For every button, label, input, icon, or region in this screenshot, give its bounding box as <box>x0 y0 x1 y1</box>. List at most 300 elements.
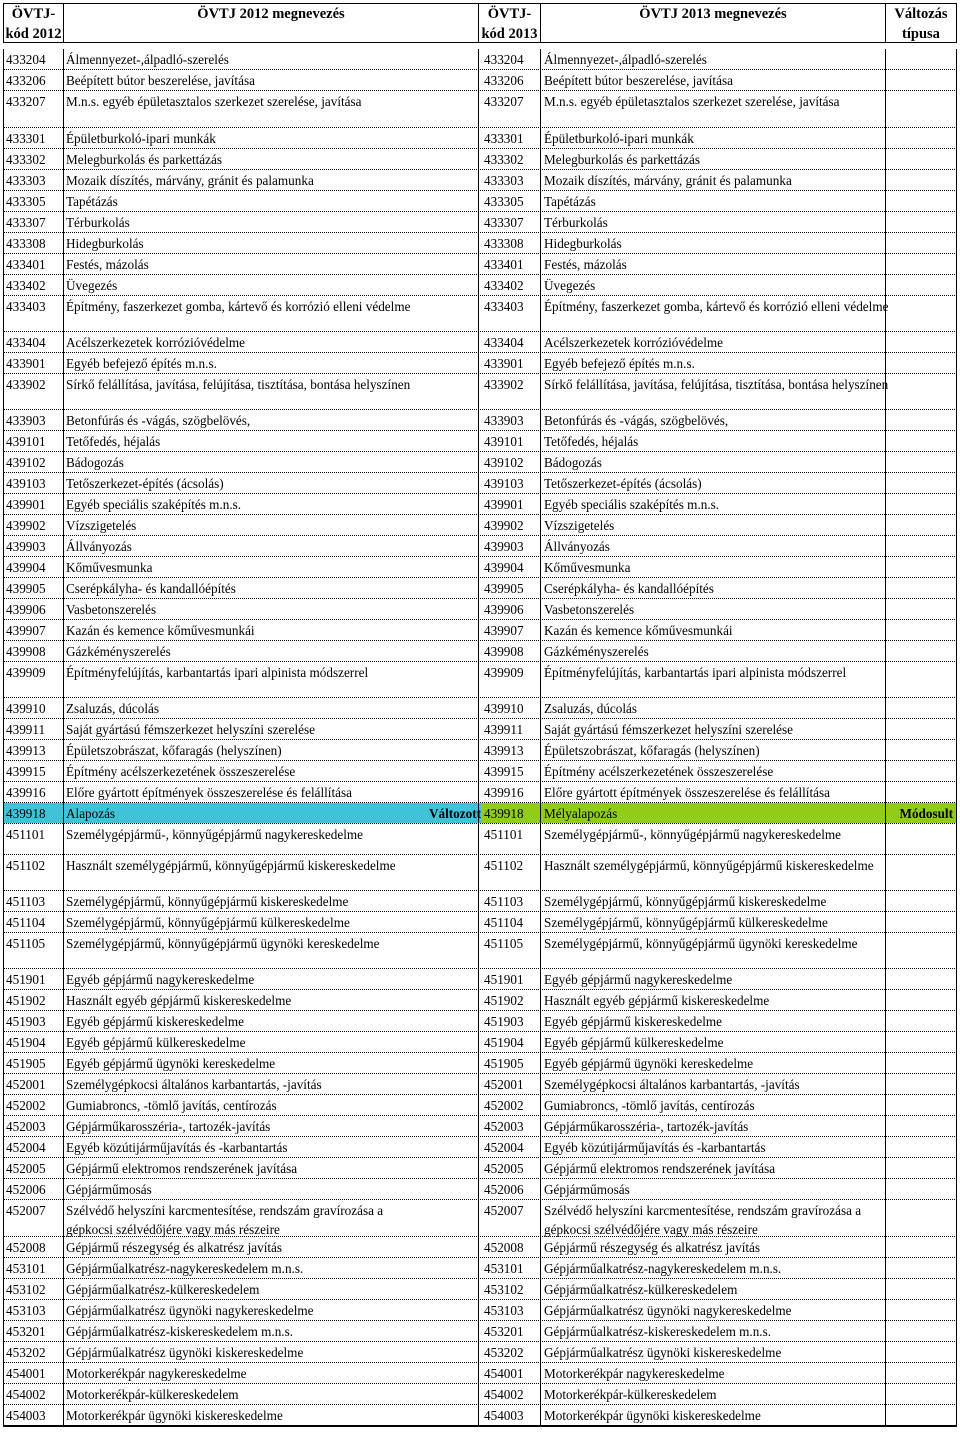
name-2013: Előre gyártott építmények összeszerelése és felállítása <box>544 785 830 800</box>
name-2013: Egyéb közútijárműjavítás és -karbantartás <box>544 1140 766 1155</box>
name-2013: Személygépjármű-, könnyűgépjármű nagykereskedelme <box>544 827 841 842</box>
column-divider <box>63 578 64 599</box>
column-divider <box>956 719 957 740</box>
code-2013: 439902 <box>484 518 524 533</box>
name-2013: Motorkerékpár nagykereskedelme <box>544 1366 725 1381</box>
code-2012: 454002 <box>6 1387 46 1402</box>
column-divider <box>956 515 957 536</box>
column-divider <box>540 494 541 515</box>
column-divider <box>885 1363 886 1384</box>
column-divider <box>956 1032 957 1053</box>
column-divider <box>885 740 886 761</box>
name-2012: Személygépjármű, könnyűgépjármű külkereskedelme <box>66 915 350 930</box>
code-2013: 439908 <box>484 644 524 659</box>
name-2013: Gépjárműalkatrész ügynöki nagykereskedelme <box>544 1303 792 1318</box>
column-divider <box>540 49 541 70</box>
code-2012: 451904 <box>6 1035 46 1050</box>
column-divider <box>3 1342 4 1363</box>
name-2012: Épületszobrászat, kőfaragás (helyszínen) <box>66 743 282 758</box>
column-divider <box>885 1321 886 1342</box>
column-divider <box>3 782 4 803</box>
name-2013: Motorkerékpár ügynöki kiskereskedelme <box>544 1408 761 1423</box>
column-divider <box>956 1384 957 1405</box>
column-divider <box>540 1200 541 1237</box>
code-2013: 439905 <box>484 581 524 596</box>
code-2012: 439915 <box>6 764 46 779</box>
table-row <box>3 1300 957 1321</box>
column-divider <box>956 969 957 990</box>
column-divider <box>63 170 64 191</box>
table-row <box>3 1179 957 1200</box>
column-divider <box>956 1258 957 1279</box>
column-divider <box>540 91 541 128</box>
column-divider <box>956 70 957 91</box>
code-2012: 439906 <box>6 602 46 617</box>
table-row <box>3 1032 957 1053</box>
code-2012: 451105 <box>6 936 46 951</box>
column-divider <box>885 662 886 698</box>
column-divider <box>540 1032 541 1053</box>
header-name-2012: ÖVTJ 2012 megnevezés <box>63 3 478 43</box>
code-2013: 453101 <box>484 1261 524 1276</box>
column-divider <box>63 91 64 128</box>
column-divider <box>3 1011 4 1032</box>
code-2012: 452004 <box>6 1140 46 1155</box>
column-divider <box>885 452 886 473</box>
column-divider <box>3 536 4 557</box>
name-2012: Saját gyártású fémszerkezet helyszíni szerelése <box>66 722 315 737</box>
column-divider <box>478 374 479 410</box>
column-divider <box>956 1300 957 1321</box>
column-divider <box>956 332 957 353</box>
code-2012: 433403 <box>6 299 46 314</box>
column-divider <box>63 515 64 536</box>
column-divider <box>956 761 957 782</box>
column-divider <box>478 212 479 233</box>
table-row <box>3 1074 957 1095</box>
name-2012: M.n.s. egyéb épületasztalos szerkezet szerelése, javítása <box>66 94 362 109</box>
column-divider <box>478 149 479 170</box>
code-2013: 454002 <box>484 1387 524 1402</box>
header-name-2013: ÖVTJ 2013 megnevezés <box>540 3 885 43</box>
column-divider <box>956 410 957 431</box>
column-divider <box>956 212 957 233</box>
code-2013: 433207 <box>484 94 524 109</box>
column-divider <box>63 620 64 641</box>
code-2013: 439102 <box>484 455 524 470</box>
column-divider <box>540 536 541 557</box>
code-2013: 433206 <box>484 73 524 88</box>
name-2012: Gépjárműkarosszéria-, tartozék-javítás <box>66 1119 271 1134</box>
column-divider <box>885 1342 886 1363</box>
name-2013: Gázkéményszerelés <box>544 644 649 659</box>
code-2013: 454003 <box>484 1408 524 1423</box>
column-divider <box>478 1179 479 1200</box>
column-divider <box>540 1237 541 1258</box>
column-divider <box>540 803 541 824</box>
name-2012: Gépjármű elektromos rendszerének javítása <box>66 1161 298 1176</box>
code-2013: 433404 <box>484 335 524 350</box>
column-divider <box>3 912 4 933</box>
column-divider <box>3 353 4 374</box>
column-divider <box>3 1200 4 1237</box>
code-2013: 433303 <box>484 173 524 188</box>
name-2012: Betonfúrás és -vágás, szögbelövés, <box>66 413 251 428</box>
code-2012: 451103 <box>6 894 46 909</box>
column-divider <box>885 933 886 969</box>
column-divider <box>885 91 886 128</box>
code-2012: 452007 <box>6 1203 46 1218</box>
column-divider <box>540 473 541 494</box>
column-divider <box>478 332 479 353</box>
column-divider <box>478 170 479 191</box>
column-divider <box>63 1095 64 1116</box>
name-2013: Tetőszerkezet-építés (ácsolás) <box>544 476 702 491</box>
column-divider <box>540 1363 541 1384</box>
column-divider <box>885 296 886 332</box>
column-divider <box>956 912 957 933</box>
column-divider <box>885 891 886 912</box>
name-2012: Hidegburkolás <box>66 236 144 251</box>
name-2013: Állványozás <box>544 539 610 554</box>
column-divider <box>885 599 886 620</box>
name-2013: Hidegburkolás <box>544 236 622 251</box>
column-divider <box>3 662 4 698</box>
column-divider <box>63 1053 64 1074</box>
column-divider <box>478 1074 479 1095</box>
code-2013: 453201 <box>484 1324 524 1339</box>
column-divider <box>63 599 64 620</box>
column-divider <box>478 410 479 431</box>
name-2012: Egyéb befejező építés m.n.s. <box>66 356 217 371</box>
column-divider <box>885 332 886 353</box>
column-divider <box>3 824 4 855</box>
column-divider <box>956 1342 957 1363</box>
table-row <box>3 1095 957 1116</box>
name-2012: Vasbetonszerelés <box>66 602 157 617</box>
column-divider <box>478 70 479 91</box>
column-divider <box>885 212 886 233</box>
code-2012: 439905 <box>6 581 46 596</box>
code-2013: 439907 <box>484 623 524 638</box>
code-2013: 439901 <box>484 497 524 512</box>
code-2012: 439102 <box>6 455 46 470</box>
name-2013: Egyéb speciális szaképítés m.n.s. <box>544 497 720 512</box>
column-divider <box>63 332 64 353</box>
table-row <box>3 1342 957 1363</box>
column-divider <box>885 191 886 212</box>
code-2012: 439902 <box>6 518 46 533</box>
name-2013: Épületburkoló-ipari munkák <box>544 131 694 146</box>
table-row <box>3 891 957 912</box>
name-2012: Motorkerékpár nagykereskedelme <box>66 1366 247 1381</box>
column-divider <box>63 128 64 149</box>
name-2013: Motorkerékpár-külkereskedelem <box>544 1387 717 1402</box>
code-2013: 451902 <box>484 993 524 1008</box>
column-divider <box>63 969 64 990</box>
column-divider <box>885 149 886 170</box>
column-divider <box>478 296 479 332</box>
column-divider <box>956 1074 957 1095</box>
column-divider <box>540 891 541 912</box>
column-divider <box>956 1053 957 1074</box>
name-2013: Üvegezés <box>544 278 596 293</box>
column-divider <box>540 1116 541 1137</box>
table-row <box>3 933 957 969</box>
column-divider <box>885 1011 886 1032</box>
column-divider <box>63 1032 64 1053</box>
column-divider <box>478 1279 479 1300</box>
code-2013: 433305 <box>484 194 524 209</box>
column-divider <box>478 662 479 698</box>
column-divider <box>540 599 541 620</box>
table-row <box>3 782 957 803</box>
column-divider <box>63 70 64 91</box>
name-2012: Egyéb speciális szaképítés m.n.s. <box>66 497 242 512</box>
column-divider <box>63 452 64 473</box>
column-divider <box>478 599 479 620</box>
column-divider <box>540 782 541 803</box>
name-2013: Egyéb gépjármű nagykereskedelme <box>544 972 733 987</box>
code-2013: 451905 <box>484 1056 524 1071</box>
name-2012: Zsaluzás, dúcolás <box>66 701 160 716</box>
column-divider <box>956 536 957 557</box>
column-divider <box>478 254 479 275</box>
code-2012: 439908 <box>6 644 46 659</box>
name-2013: Személygépjármű, könnyűgépjármű ügynöki kereskedelme <box>544 936 858 951</box>
code-2012: 433901 <box>6 356 46 371</box>
column-divider <box>3 128 4 149</box>
column-divider <box>540 1095 541 1116</box>
table-row <box>3 128 957 149</box>
name-2012: Egyéb gépjármű ügynöki kereskedelme <box>66 1056 276 1071</box>
column-divider <box>3 374 4 410</box>
column-divider <box>478 452 479 473</box>
column-divider <box>63 1321 64 1342</box>
code-2012: 453201 <box>6 1324 46 1339</box>
column-divider <box>63 1237 64 1258</box>
column-divider <box>3 275 4 296</box>
table-row <box>3 494 957 515</box>
code-2012: 453103 <box>6 1303 46 1318</box>
column-divider <box>3 1237 4 1258</box>
column-divider <box>956 1137 957 1158</box>
column-divider <box>63 1011 64 1032</box>
name-2013: Építmény acélszerkezetének összeszerelése <box>544 764 774 779</box>
column-divider <box>478 1116 479 1137</box>
code-2012: 433903 <box>6 413 46 428</box>
column-divider <box>63 740 64 761</box>
column-divider <box>478 740 479 761</box>
column-divider <box>540 191 541 212</box>
column-divider <box>478 1342 479 1363</box>
column-divider <box>540 761 541 782</box>
column-divider <box>3 933 4 969</box>
code-2013: 433308 <box>484 236 524 251</box>
code-2013: 433402 <box>484 278 524 293</box>
column-divider <box>885 254 886 275</box>
name-2013: Gépjárműkarosszéria-, tartozék-javítás <box>544 1119 749 1134</box>
column-divider <box>478 578 479 599</box>
name-2012: Vízszigetelés <box>66 518 137 533</box>
column-divider <box>63 891 64 912</box>
column-divider <box>3 515 4 536</box>
code-2013: 451103 <box>484 894 524 909</box>
column-divider <box>63 1116 64 1137</box>
column-divider <box>540 698 541 719</box>
column-divider <box>63 824 64 855</box>
name-2012: Állványozás <box>66 539 132 554</box>
code-2013: 452004 <box>484 1140 524 1155</box>
code-2012: 453202 <box>6 1345 46 1360</box>
column-divider <box>956 494 957 515</box>
column-divider <box>956 1095 957 1116</box>
table-row <box>3 912 957 933</box>
table-row <box>3 452 957 473</box>
column-divider <box>3 891 4 912</box>
column-divider <box>63 212 64 233</box>
column-divider <box>956 353 957 374</box>
column-divider <box>956 275 957 296</box>
name-2013: Tetőfedés, héjalás <box>544 434 639 449</box>
column-divider <box>885 641 886 662</box>
column-divider <box>540 557 541 578</box>
column-divider <box>3 1137 4 1158</box>
column-divider <box>956 431 957 452</box>
column-divider <box>63 1279 64 1300</box>
code-2012: 433402 <box>6 278 46 293</box>
column-divider <box>885 170 886 191</box>
table-row <box>3 803 957 824</box>
column-divider <box>885 1179 886 1200</box>
column-divider <box>63 353 64 374</box>
column-divider <box>956 1237 957 1258</box>
code-2012: 439916 <box>6 785 46 800</box>
column-divider <box>956 1405 957 1426</box>
column-divider <box>540 254 541 275</box>
column-divider <box>3 410 4 431</box>
code-2012: 433308 <box>6 236 46 251</box>
name-2012: Előre gyártott építmények összeszerelése és felállítása <box>66 785 352 800</box>
header-change-type: Változás típusa <box>885 3 957 43</box>
code-2012: 439904 <box>6 560 46 575</box>
column-divider <box>3 473 4 494</box>
name-2013: Cserépkályha- és kandallóépítés <box>544 581 714 596</box>
code-2012: 433207 <box>6 94 46 109</box>
name-2013: Beépített bútor beszerelése, javítása <box>544 73 733 88</box>
column-divider <box>3 1363 4 1384</box>
column-divider <box>540 620 541 641</box>
column-divider <box>63 149 64 170</box>
column-divider <box>63 761 64 782</box>
code-2013: 451901 <box>484 972 524 987</box>
table-row <box>3 1258 957 1279</box>
column-divider <box>540 1405 541 1426</box>
column-divider <box>3 1179 4 1200</box>
column-divider <box>956 824 957 855</box>
column-divider <box>540 1053 541 1074</box>
column-divider <box>540 740 541 761</box>
column-divider <box>885 1095 886 1116</box>
name-2012: Motorkerékpár-külkereskedelem <box>66 1387 239 1402</box>
column-divider <box>63 431 64 452</box>
code-2013: 439910 <box>484 701 524 716</box>
column-divider <box>3 170 4 191</box>
column-divider <box>540 275 541 296</box>
column-divider <box>478 1137 479 1158</box>
code-2012: 451102 <box>6 858 46 873</box>
column-divider <box>3 1095 4 1116</box>
table-row <box>3 212 957 233</box>
column-divider <box>956 452 957 473</box>
code-2012: 439103 <box>6 476 46 491</box>
column-divider <box>885 824 886 855</box>
name-2012: Gumiabroncs, -tömlő javítás, centírozás <box>66 1098 277 1113</box>
column-divider <box>540 1158 541 1179</box>
column-divider <box>956 855 957 891</box>
name-2013: Gépjárműalkatrész-külkereskedelem <box>544 1282 738 1297</box>
table-row <box>3 254 957 275</box>
column-divider <box>3 191 4 212</box>
code-2012: 454003 <box>6 1408 46 1423</box>
column-divider <box>3 1053 4 1074</box>
code-2012: 451901 <box>6 972 46 987</box>
column-divider <box>885 70 886 91</box>
name-2012: Mozaik díszítés, márvány, gránit és palamunka <box>66 173 314 188</box>
column-divider <box>885 494 886 515</box>
column-divider <box>3 855 4 891</box>
column-divider <box>956 296 957 332</box>
name-2013: Használt egyéb gépjármű kiskereskedelme <box>544 993 770 1008</box>
table-row <box>3 620 957 641</box>
column-divider <box>540 452 541 473</box>
column-divider <box>63 296 64 332</box>
column-divider <box>63 782 64 803</box>
column-divider <box>885 431 886 452</box>
column-divider <box>956 1363 957 1384</box>
column-divider <box>3 803 4 824</box>
code-2012: 452003 <box>6 1119 46 1134</box>
column-divider <box>885 620 886 641</box>
table-row <box>3 719 957 740</box>
column-divider <box>478 620 479 641</box>
code-2012: 439911 <box>6 722 46 737</box>
column-divider <box>63 536 64 557</box>
column-divider <box>540 431 541 452</box>
column-divider <box>478 1011 479 1032</box>
code-2013: 433401 <box>484 257 524 272</box>
code-2013: 439918 <box>484 806 524 821</box>
column-divider <box>885 1300 886 1321</box>
name-2013: Használt személygépjármű, könnyűgépjármű kiskereskedelme <box>544 858 874 873</box>
table-row <box>3 70 957 91</box>
name-2012: Szélvédő helyszíni karcmentesítése, rendszám gravírozása a gépkocsi szélvédőjére vagy más részeire <box>66 1203 384 1237</box>
code-2013: 451105 <box>484 936 524 951</box>
column-divider <box>885 1258 886 1279</box>
table-row <box>3 332 957 353</box>
column-divider <box>63 254 64 275</box>
code-2012: 452008 <box>6 1240 46 1255</box>
column-divider <box>885 1158 886 1179</box>
column-divider <box>956 1011 957 1032</box>
column-divider <box>63 855 64 891</box>
table-row <box>3 969 957 990</box>
name-2012: Használt személygépjármű, könnyűgépjármű kiskereskedelme <box>66 858 396 873</box>
name-2012: Gázkéményszerelés <box>66 644 171 659</box>
column-divider <box>63 1137 64 1158</box>
name-2013: Gépjármű részegység és alkatrész javítás <box>544 1240 761 1255</box>
column-divider <box>478 969 479 990</box>
